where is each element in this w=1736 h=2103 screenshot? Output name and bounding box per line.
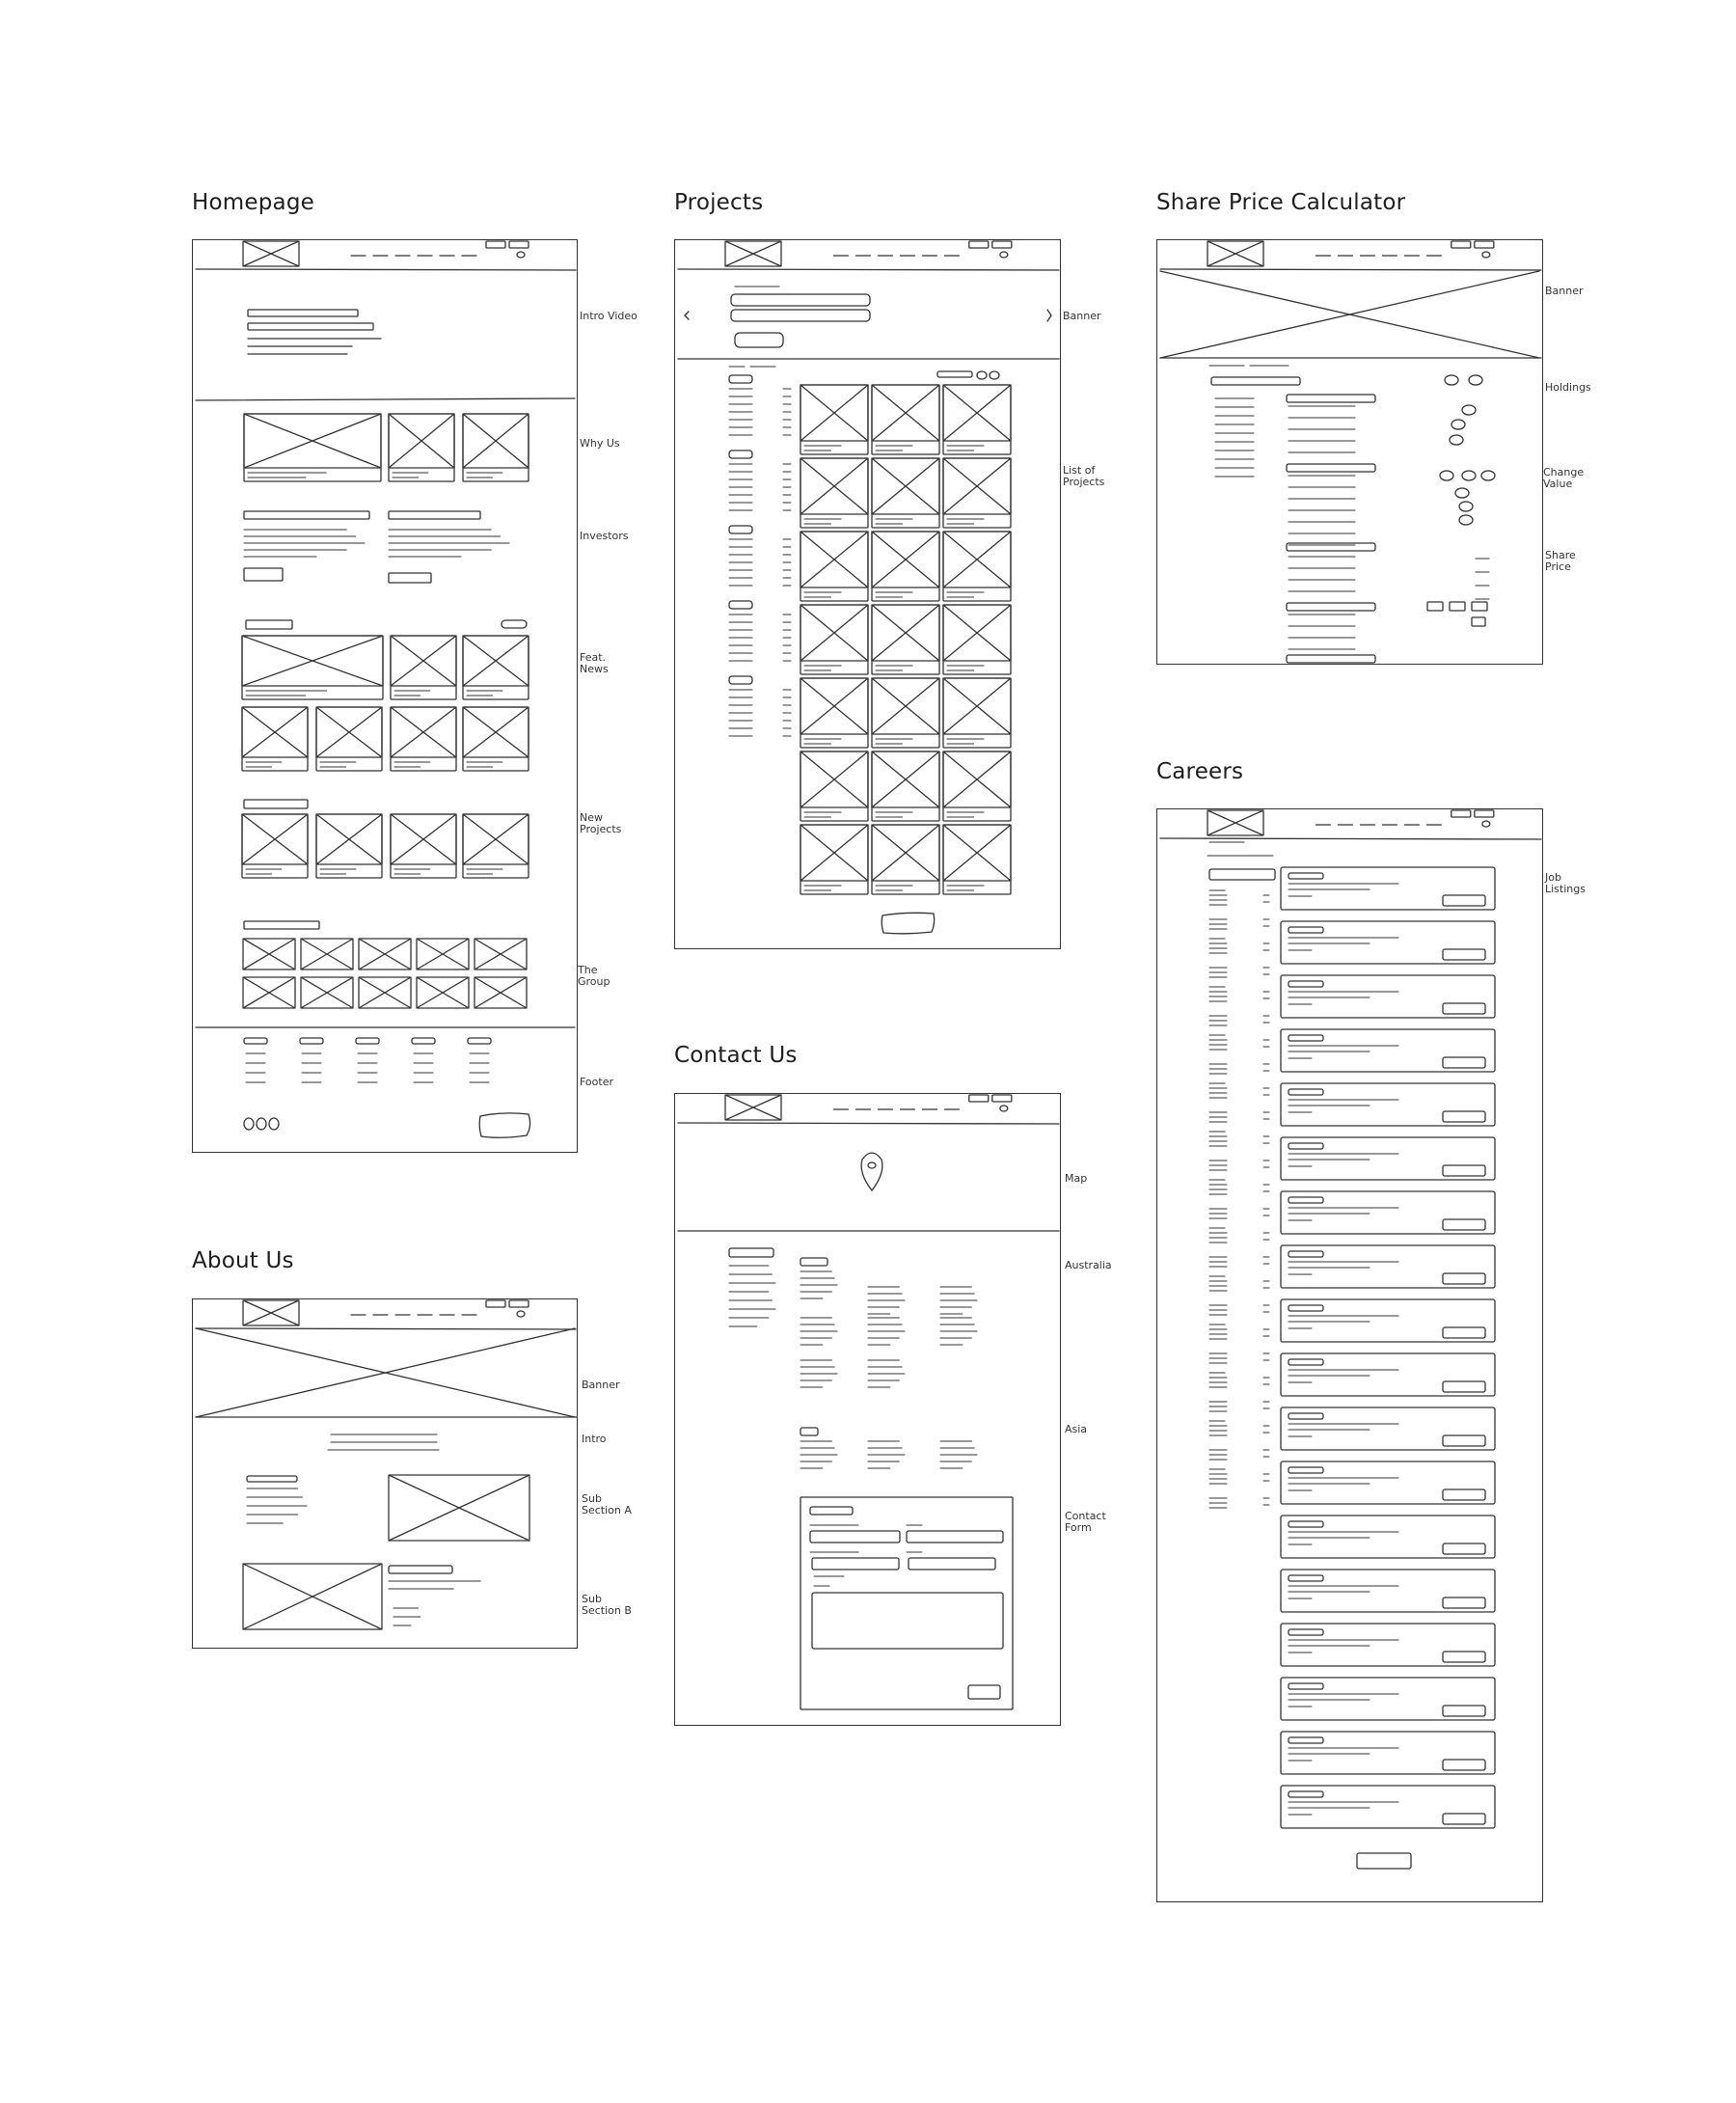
form-input-company	[909, 1558, 995, 1570]
nav-button-box	[969, 241, 989, 248]
job-title-bar	[1288, 1737, 1323, 1743]
nav-button-box	[992, 241, 1012, 248]
card-frame	[800, 751, 868, 821]
annotation-feat-news: Feat. News	[580, 651, 609, 675]
annotation-asia: Asia	[1065, 1423, 1088, 1435]
card-frame	[943, 385, 1011, 454]
footer-column-heading	[412, 1038, 435, 1044]
card-frame	[943, 751, 1011, 821]
card-frame	[943, 825, 1011, 894]
job-title-bar	[1288, 1143, 1323, 1149]
form-submit-button	[968, 1685, 1000, 1699]
value-control-icon	[1451, 420, 1465, 429]
card-frame	[800, 532, 868, 601]
value-bar	[1287, 603, 1375, 611]
card-frame	[872, 751, 939, 821]
banner-prev-arrow	[685, 312, 689, 315]
header-divider	[1160, 838, 1541, 839]
annotation-change-value: Change Value	[1543, 466, 1585, 490]
wireframe-title-contact-us: Contact Us	[674, 1043, 798, 1068]
value-bar	[1287, 395, 1375, 402]
sub-section-b-heading	[389, 1566, 452, 1573]
annotation-australia: Australia	[1065, 1259, 1112, 1271]
value-bar	[1287, 464, 1375, 472]
wireframe-projects	[674, 239, 1061, 949]
annotation-new-projects: New Projects	[580, 811, 622, 835]
nav-button-box	[486, 1300, 505, 1307]
wireframe-title-homepage: Homepage	[192, 190, 314, 215]
card-frame	[800, 678, 868, 748]
job-title-bar	[1288, 1359, 1323, 1365]
card-frame	[463, 707, 529, 771]
card-frame	[463, 414, 529, 481]
job-apply-button	[1443, 1598, 1485, 1608]
job-title-bar	[1288, 1683, 1323, 1689]
card-frame	[800, 825, 868, 894]
section-divider	[196, 398, 575, 400]
office-heading	[800, 1258, 827, 1266]
card-frame	[872, 678, 939, 748]
sort-icon	[990, 371, 999, 379]
card-frame	[943, 678, 1011, 748]
job-apply-button	[1443, 1165, 1485, 1176]
about-us-sketch	[193, 1299, 579, 1650]
value-control-icon	[1462, 471, 1476, 480]
nav-button-box	[509, 241, 529, 248]
filter-group-heading	[729, 526, 752, 533]
filter-group-heading	[729, 451, 752, 458]
footer-column-heading	[244, 1038, 267, 1044]
card-frame	[943, 605, 1011, 674]
annotation-share-price: Share Price	[1545, 549, 1576, 573]
share-price-box	[1427, 602, 1443, 611]
form-textarea	[812, 1593, 1003, 1649]
investors-heading	[244, 511, 369, 519]
nav-button-box	[992, 1095, 1012, 1102]
investors-heading	[389, 511, 480, 519]
search-icon	[1000, 252, 1008, 258]
social-icon	[269, 1118, 279, 1130]
wireframe-about-us	[192, 1298, 578, 1649]
map-pin-dot	[868, 1162, 876, 1168]
form-input-email	[907, 1531, 1003, 1543]
job-apply-button	[1443, 1760, 1485, 1770]
annotation-why-us: Why Us	[580, 437, 620, 450]
search-icon	[1482, 821, 1490, 827]
nav-button-box	[1451, 241, 1471, 248]
annotation-banner: Banner	[1545, 285, 1584, 297]
card-frame	[316, 707, 382, 771]
share-price-box	[1450, 602, 1465, 611]
card-frame	[242, 636, 383, 699]
card-frame	[872, 605, 939, 674]
job-title-bar	[1288, 927, 1323, 933]
value-control-icon	[1455, 488, 1469, 498]
contact-form-frame	[800, 1497, 1013, 1709]
card-frame	[242, 814, 308, 878]
card-frame	[391, 707, 456, 771]
job-apply-button	[1443, 1489, 1485, 1500]
filter-group-heading	[729, 676, 752, 684]
form-input-phone	[812, 1558, 899, 1570]
card-frame	[943, 458, 1011, 528]
filter-search-input	[1209, 869, 1275, 880]
social-icon	[244, 1118, 254, 1130]
annotation-the-group: The Group	[578, 964, 610, 988]
search-icon	[517, 252, 525, 258]
job-apply-button	[1443, 1003, 1485, 1014]
card-frame	[463, 636, 529, 699]
value-bar	[1287, 655, 1375, 663]
search-icon	[1000, 1106, 1008, 1111]
investors-button	[389, 573, 431, 583]
sort-button	[937, 371, 972, 377]
job-apply-button	[1443, 1814, 1485, 1824]
map-pin-icon	[861, 1153, 882, 1190]
header-divider	[196, 1328, 576, 1329]
annotation-banner: Banner	[582, 1379, 620, 1391]
annotation-banner: Banner	[1063, 310, 1101, 322]
australia-heading	[729, 1248, 773, 1257]
nav-button-box	[1475, 810, 1494, 817]
footer-button	[479, 1113, 529, 1137]
card-frame	[872, 532, 939, 601]
wireframe-title-careers: Careers	[1156, 759, 1244, 784]
wireframe-homepage	[192, 239, 578, 1153]
card-frame	[800, 605, 868, 674]
job-title-bar	[1288, 873, 1323, 879]
value-control-icon	[1445, 375, 1458, 385]
value-control-icon	[1462, 405, 1476, 415]
intro-heading-bar	[248, 323, 373, 330]
job-title-bar	[1288, 1791, 1323, 1797]
sub-section-a-heading	[247, 1476, 297, 1482]
homepage-sketch	[193, 240, 579, 1154]
holdings-input	[1211, 377, 1300, 385]
wireframe-title-share-price-calculator: Share Price Calculator	[1156, 190, 1406, 215]
card-frame	[463, 814, 529, 878]
job-title-bar	[1288, 1305, 1323, 1311]
footer-column-heading	[300, 1038, 323, 1044]
filter-group-heading	[729, 601, 752, 609]
job-title-bar	[1288, 1629, 1323, 1635]
load-more-button	[1357, 1853, 1411, 1869]
banner-heading-bar	[731, 294, 870, 306]
share-price-box	[1472, 602, 1487, 611]
job-title-bar	[1288, 981, 1323, 987]
value-control-icon	[1469, 375, 1482, 385]
banner-next-arrow	[1047, 310, 1051, 315]
job-title-bar	[1288, 1413, 1323, 1419]
job-apply-button	[1443, 1706, 1485, 1716]
nav-button-box	[969, 1095, 989, 1102]
value-control-icon	[1450, 435, 1463, 445]
value-control-icon	[1481, 471, 1495, 480]
nav-button-box	[1475, 241, 1494, 248]
card-frame	[389, 414, 454, 481]
sort-icon	[977, 371, 987, 379]
wireframe-title-projects: Projects	[674, 190, 764, 215]
projects-sketch	[675, 240, 1062, 950]
filter-group-heading	[729, 375, 752, 383]
job-title-bar	[1288, 1521, 1323, 1527]
job-title-bar	[1288, 1467, 1323, 1473]
card-frame	[943, 532, 1011, 601]
header-divider	[678, 1123, 1059, 1124]
job-apply-button	[1443, 1273, 1485, 1284]
job-title-bar	[1288, 1251, 1323, 1257]
header-divider	[196, 269, 576, 270]
job-apply-button	[1443, 895, 1485, 906]
nav-button-box	[509, 1300, 529, 1307]
search-icon	[517, 1311, 525, 1317]
investors-button	[244, 568, 283, 581]
annotation-job-listings: Job Listings	[1545, 871, 1586, 895]
annotation-map: Map	[1065, 1172, 1088, 1185]
footer-column-heading	[468, 1038, 491, 1044]
job-title-bar	[1288, 1197, 1323, 1203]
annotation-intro-video: Intro Video	[580, 310, 637, 322]
card-frame	[316, 814, 382, 878]
annotation-sub-section-a: Sub Section A	[582, 1492, 632, 1516]
share-price-box	[1472, 617, 1485, 626]
job-apply-button	[1443, 949, 1485, 960]
annotation-list-of-projects: List of Projects	[1063, 464, 1105, 488]
job-title-bar	[1288, 1089, 1323, 1095]
news-link-button	[502, 620, 527, 628]
job-apply-button	[1443, 1381, 1485, 1392]
card-frame	[391, 636, 456, 699]
card-frame	[242, 707, 308, 771]
header-divider	[678, 269, 1059, 270]
job-apply-button	[1443, 1652, 1485, 1662]
job-apply-button	[1443, 1327, 1485, 1338]
annotation-intro: Intro	[582, 1433, 607, 1445]
value-control-icon	[1440, 471, 1453, 480]
job-apply-button	[1443, 1219, 1485, 1230]
card-frame	[391, 814, 456, 878]
search-icon	[1482, 252, 1490, 258]
annotation-footer: Footer	[580, 1076, 613, 1088]
banner-next-arrow	[1047, 315, 1051, 321]
nav-button-box	[1451, 810, 1471, 817]
load-more-button	[882, 913, 934, 933]
news-heading	[246, 620, 292, 629]
value-control-icon	[1459, 502, 1473, 511]
share-price-sketch	[1157, 240, 1544, 666]
banner-heading-bar	[731, 310, 870, 321]
form-input-name	[810, 1531, 900, 1543]
social-icon	[257, 1118, 266, 1130]
nav-button-box	[486, 241, 505, 248]
annotation-investors: Investors	[580, 530, 629, 542]
card-frame	[872, 385, 939, 454]
asia-heading	[800, 1428, 818, 1435]
value-bar	[1287, 543, 1375, 551]
job-apply-button	[1443, 1111, 1485, 1122]
card-frame	[244, 414, 381, 481]
annotation-sub-section-b: Sub Section B	[582, 1593, 632, 1617]
job-title-bar	[1288, 1575, 1323, 1581]
annotation-holdings: Holdings	[1545, 381, 1591, 394]
banner-prev-arrow	[685, 315, 689, 319]
card-frame	[872, 458, 939, 528]
contact-us-sketch	[675, 1094, 1062, 1727]
job-title-bar	[1288, 1035, 1323, 1041]
wireframe-title-about-us: About Us	[192, 1248, 294, 1273]
form-heading	[810, 1507, 853, 1515]
card-frame	[872, 825, 939, 894]
footer-column-heading	[356, 1038, 379, 1044]
intro-heading-bar	[248, 310, 358, 316]
job-apply-button	[1443, 1543, 1485, 1554]
annotation-contact-form: Contact Form	[1065, 1510, 1106, 1534]
value-control-icon	[1459, 515, 1473, 525]
job-apply-button	[1443, 1435, 1485, 1446]
banner-button	[735, 333, 783, 347]
card-frame	[800, 385, 868, 454]
group-heading	[244, 921, 319, 929]
wireframe-contact-us	[674, 1093, 1061, 1726]
careers-sketch	[1157, 809, 1544, 1903]
card-frame	[800, 458, 868, 528]
new-projects-heading	[244, 800, 308, 808]
job-apply-button	[1443, 1057, 1485, 1068]
header-divider	[1160, 269, 1541, 270]
wireframe-share-price-calculator	[1156, 239, 1543, 665]
wireframe-careers	[1156, 808, 1543, 1902]
